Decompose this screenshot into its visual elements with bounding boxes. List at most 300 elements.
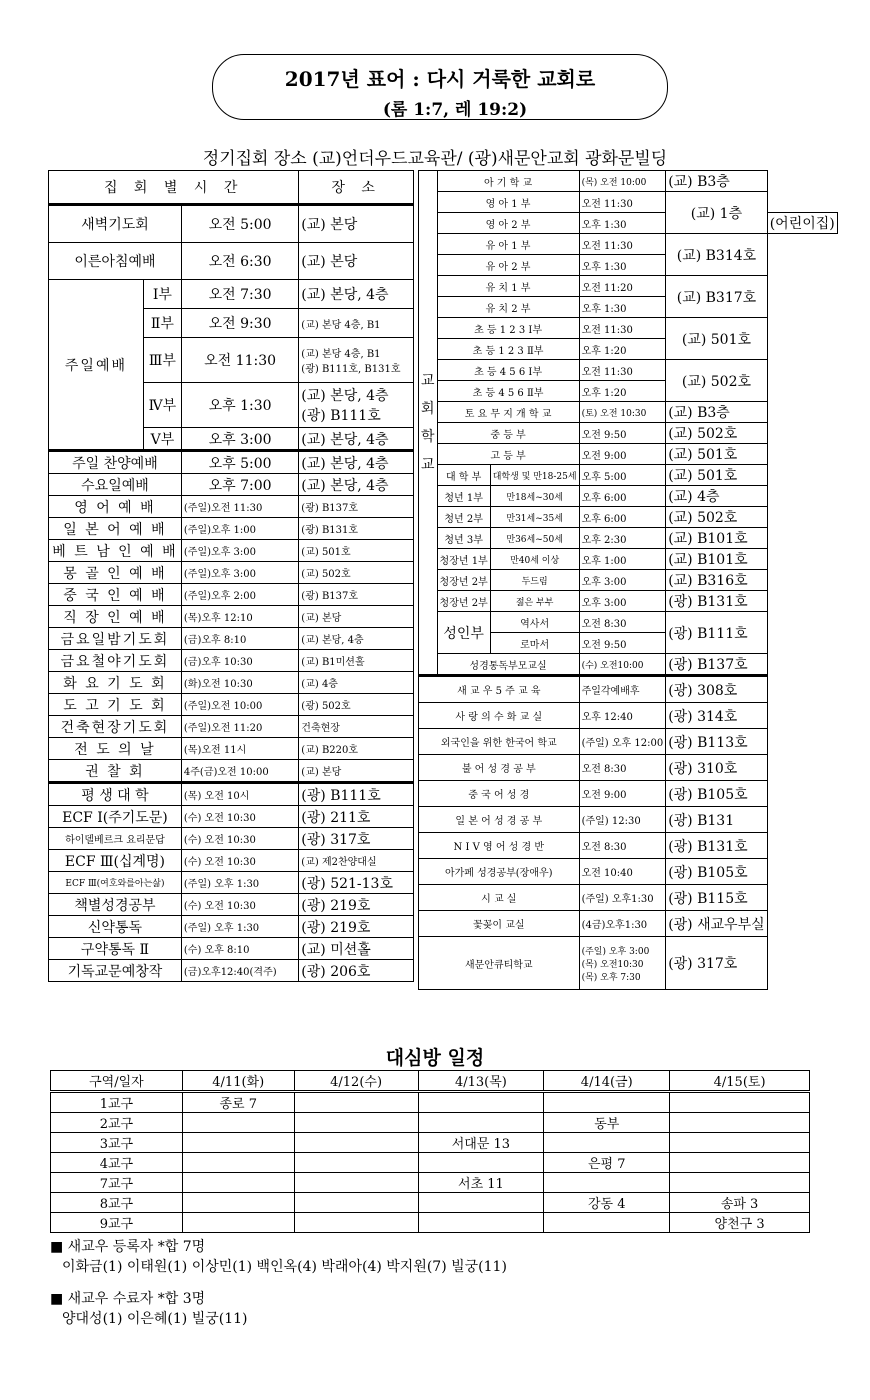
schedule-cell [294, 1092, 418, 1113]
schedule-cell [544, 1173, 670, 1193]
place-cell: (광) 317호 [666, 937, 768, 990]
time-cell: 오전 9:00 [579, 781, 666, 807]
table-row [419, 423, 838, 444]
table-row [419, 729, 838, 755]
district-cell: 4교구 [51, 1153, 183, 1173]
time-cell: (목) 오전 10:00 [579, 171, 666, 192]
time-cell: 오후 1:30 [181, 383, 298, 428]
schedule-cell [294, 1153, 418, 1173]
schedule-cell [182, 1113, 294, 1133]
table-header-row [49, 171, 414, 205]
time-cell: (토) 오전 10:30 [579, 402, 666, 423]
place-cell: (교) B3층 [666, 402, 768, 423]
time-cell: 오후 2:30 [579, 528, 666, 549]
schedule-cell [294, 1193, 418, 1213]
schedule-header-cell: 구역/일자 [51, 1071, 183, 1092]
schedule-cell: 양천구 3 [670, 1213, 810, 1233]
table-row [51, 1071, 810, 1092]
place-cell [299, 383, 414, 428]
table-row [419, 911, 838, 937]
schedule-cell [182, 1193, 294, 1213]
motto-reference: (롬 1:7, 레 19:2) [382, 100, 528, 120]
name-cell: 유 치 1 부 [437, 276, 579, 297]
name-cell: 권 찰 회 [49, 760, 182, 783]
district-cell: 1교구 [51, 1092, 183, 1113]
place-cell: (교) 501호 [666, 465, 768, 486]
time-cell: (주일) 12:30 [579, 807, 666, 833]
place-cell: (교) 본당, 4층 [299, 280, 414, 309]
place-cell: (광) 219호 [299, 916, 414, 938]
name-cell: 금요철야기도회 [49, 650, 182, 672]
place-cell [299, 338, 414, 383]
schedule-header-cell: 4/15(토) [670, 1071, 810, 1092]
table-row [49, 672, 414, 694]
time-cell: 오후 1:00 [579, 549, 666, 570]
table-row [49, 716, 414, 738]
name-cell: 구약통독 Ⅱ [49, 938, 182, 960]
time-cell: (주일)오후 3:00 [181, 562, 298, 584]
place-cell: (교) 본당 [299, 205, 414, 243]
schedule-header-cell: 4/13(목) [418, 1071, 544, 1092]
name-cell: 일 본 어 예 배 [49, 518, 182, 540]
school-label-char: 교 [421, 372, 435, 389]
place-cell: (교) 4층 [299, 672, 414, 694]
table-row [419, 465, 838, 486]
table-row [419, 381, 838, 402]
schedule-cell [294, 1173, 418, 1193]
time-cell: 오전 11:30 [181, 338, 298, 383]
schedule-cell [544, 1213, 670, 1233]
time-cell: 오후 6:00 [579, 486, 666, 507]
place-cell: (교) 1층 [666, 192, 768, 234]
time-cell: (주일)오전 10:00 [181, 694, 298, 716]
place-cell: (교) 501호 [299, 540, 414, 562]
place-cell: (교) 501호 [666, 318, 768, 360]
table-row [419, 297, 838, 318]
visitation-table [50, 1070, 810, 1233]
time-cell: 오후 1:30 [579, 297, 666, 318]
table-row [419, 807, 838, 833]
name-cell: 대 학 부 [437, 465, 490, 486]
table-row [49, 496, 414, 518]
table-row [49, 628, 414, 650]
name-cell: 아가페 성경공부(장애우) [419, 859, 580, 885]
name-cell: 일 본 어 성 경 공 부 [419, 807, 580, 833]
place-cell: (광) B131호 [666, 833, 768, 859]
name-cell: 책별성경공부 [49, 894, 182, 916]
table-row [419, 703, 838, 729]
table-row [49, 760, 414, 783]
time-cell: 오전 10:40 [579, 859, 666, 885]
place-cell: (광) 502호 [299, 694, 414, 716]
schedule-cell [182, 1213, 294, 1233]
place-cell: (교) 502호 [666, 360, 768, 402]
place-cell: (광) B111호 [666, 612, 768, 654]
name-cell: 청장년 2부 [437, 570, 490, 591]
time-cell: (4금)오후1:30 [579, 911, 666, 937]
name-cell: 건축현장기도회 [49, 716, 182, 738]
sub-cell: 역사서 [490, 612, 579, 633]
time-cell: 오후 3:00 [181, 428, 298, 451]
table-row [419, 192, 838, 213]
table-row [49, 518, 414, 540]
name-cell: 초 등 1 2 3 Ⅰ부 [437, 318, 579, 339]
schedule-cell [418, 1113, 544, 1133]
time-cell: 오전 11:30 [579, 234, 666, 255]
note-heading: ■ 새교우 수료자 *합 3명 [50, 1291, 206, 1307]
time-cell: (주일)오후 3:00 [181, 540, 298, 562]
time-line: (주일) 오후 3:00 [581, 946, 650, 957]
table-row [419, 213, 838, 234]
time-cell: 오후 1:30 [579, 255, 666, 276]
time-cell: 오후 5:00 [579, 465, 666, 486]
name-cell: ECF Ⅲ(십계명) [49, 850, 182, 872]
place-line: (교) 본당 4층, B1 [301, 349, 381, 360]
time-cell: 오전 11:20 [579, 276, 666, 297]
place-cell: (광) B115호 [666, 885, 768, 911]
place-cell: (광) 314호 [666, 703, 768, 729]
time-cell: (금)오후 8:10 [181, 628, 298, 650]
schedule-header-cell: 4/11(화) [182, 1071, 294, 1092]
place-cell: (광) B111호 [299, 783, 414, 806]
table-row [419, 570, 838, 591]
table-row [51, 1113, 810, 1133]
place-cell: (광) B131호 [666, 591, 768, 612]
visitation-title: 대심방 일정 [385, 1047, 485, 1069]
name-cell: 유 치 2 부 [437, 297, 579, 318]
place-cell: (교) 본당 [299, 243, 414, 280]
place-cell: (광) B131 [666, 807, 768, 833]
name-cell: 하이델베르크 요리문답 [49, 828, 182, 850]
table-row [49, 828, 414, 850]
time-cell: 오후 1:20 [579, 339, 666, 360]
place-cell: (광) 308호 [666, 676, 768, 703]
name-cell: ECF Ⅲ(여호와를아는삶) [49, 872, 182, 894]
table-row [49, 938, 414, 960]
table-row [51, 1173, 810, 1193]
place-cell: (광) 206호 [299, 960, 414, 982]
table-row [419, 444, 838, 465]
time-cell: 오전 6:30 [181, 243, 298, 280]
table-row [51, 1153, 810, 1173]
table-row [419, 549, 838, 570]
table-row [419, 318, 838, 339]
name-cell: 중 국 인 예 배 [49, 584, 182, 606]
name-cell: 새 교 우 5 주 교 육 [419, 676, 580, 703]
time-cell: 주일각예배후 [579, 676, 666, 703]
table-row [419, 676, 838, 703]
place-cell: (교) 본당 [299, 760, 414, 783]
schedule-cell [544, 1092, 670, 1113]
name-cell: 전 도 의 날 [49, 738, 182, 760]
schedule-cell [670, 1173, 810, 1193]
schedule-cell [670, 1153, 810, 1173]
place-cell: (교) 501호 [666, 444, 768, 465]
time-cell: (주일) 오후 1:30 [181, 916, 298, 938]
name-cell: 몽 골 인 예 배 [49, 562, 182, 584]
name-cell: 새벽기도회 [49, 205, 182, 243]
place-cell: (교) 본당, 4층 [299, 428, 414, 451]
place-cell: (교) 본당, 4층 [299, 451, 414, 474]
place-line: (광) B111호, B131호 [301, 364, 401, 375]
part-cell: Ⅱ부 [143, 309, 181, 338]
name-cell: 기독교문예창작 [49, 960, 182, 982]
schedule-header-cell: 4/12(수) [294, 1071, 418, 1092]
motto-box [212, 54, 668, 120]
name-cell: 시 교 실 [419, 885, 580, 911]
time-cell: (화)오전 10:30 [181, 672, 298, 694]
table-row [419, 612, 838, 633]
name-cell: 청장년 1부 [437, 549, 490, 570]
name-cell: 사 랑 의 수 화 교 실 [419, 703, 580, 729]
time-cell: 오후 1:30 [579, 213, 666, 234]
name-cell: 불 어 성 경 공 부 [419, 755, 580, 781]
schedule-cell [294, 1133, 418, 1153]
location-note: 정기집회 장소 (교)언더우드교육관/ (광)새문안교회 광화문빌딩 [202, 149, 668, 169]
table-row [419, 937, 838, 990]
place-cell: (광) 211호 [299, 806, 414, 828]
time-cell: 오후 1:20 [579, 381, 666, 402]
name-cell: 성경통독부모교실 [437, 654, 579, 676]
name-cell: 이른아침예배 [49, 243, 182, 280]
time-cell: (주일) 오후 12:00 [579, 729, 666, 755]
time-cell: (수) 오전10:00 [579, 654, 666, 676]
place-cell: (교) B101호 [666, 549, 768, 570]
name-cell: 청년 1부 [437, 486, 490, 507]
table-row [49, 650, 414, 672]
time-cell: (금)오후 10:30 [181, 650, 298, 672]
name-cell: 중 등 부 [437, 423, 579, 444]
place-cell: (교) 502호 [666, 423, 768, 444]
name-cell: 초 등 4 5 6 Ⅰ부 [437, 360, 579, 381]
note-heading: ■ 새교우 등록자 *합 7명 [50, 1239, 206, 1255]
time-cell [579, 937, 666, 990]
name-cell: 영 아 2 부 [437, 213, 579, 234]
table-row [51, 1092, 810, 1113]
time-cell: 오후 6:00 [579, 507, 666, 528]
sub-cell: 만31세~35세 [490, 507, 579, 528]
part-cell: Ⅰ부 [143, 280, 181, 309]
schedule-cell [294, 1213, 418, 1233]
place-cell: (광) B137호 [299, 584, 414, 606]
note-body: 이화금(1) 이태원(1) 이상민(1) 백인옥(4) 박래아(4) 박지원(7) 빌궁(11) [62, 1259, 507, 1275]
table-row [419, 171, 838, 192]
name-cell: 아 기 학 교 [437, 171, 579, 192]
table-row [419, 859, 838, 885]
sub-cell: 젊은 부부 [490, 591, 579, 612]
sub-cell: 대학생 및 만18-25세 [490, 465, 579, 486]
place-cell: (교) B220호 [299, 738, 414, 760]
table-row [51, 1213, 810, 1233]
schedule-cell [670, 1092, 810, 1113]
table-row [49, 451, 414, 474]
time-cell: 오전 8:30 [579, 612, 666, 633]
place-cell: (광) 219호 [299, 894, 414, 916]
name-cell: 주일 찬양예배 [49, 451, 182, 474]
time-cell: (수) 오전 10:30 [181, 894, 298, 916]
name-cell: ECF Ⅰ(주기도문) [49, 806, 182, 828]
table-row [419, 486, 838, 507]
table-row [49, 280, 414, 309]
time-cell: (주일)오전 11:30 [181, 496, 298, 518]
time-line: (목) 오후 7:30 [581, 972, 641, 983]
name-cell: N I V 영 어 성 경 반 [419, 833, 580, 859]
place-cell: (광) 317호 [299, 828, 414, 850]
worship-schedule-table [48, 170, 414, 982]
sunday-label: 주일예배 [49, 280, 144, 451]
schedule-cell: 동부 [544, 1113, 670, 1133]
table-row [49, 562, 414, 584]
table-row [419, 755, 838, 781]
schedule-cell: 송파 3 [670, 1193, 810, 1213]
district-cell: 8교구 [51, 1193, 183, 1213]
table-row [419, 591, 838, 612]
name-cell: 청년 3부 [437, 528, 490, 549]
schedule-cell [182, 1173, 294, 1193]
table-row [49, 606, 414, 628]
time-cell: (주일)오후 1:00 [181, 518, 298, 540]
table-row [419, 276, 838, 297]
table-row [419, 234, 838, 255]
time-cell: 4주(금)오전 10:00 [181, 760, 298, 783]
part-cell: Ⅴ부 [143, 428, 181, 451]
schedule-cell: 은평 7 [544, 1153, 670, 1173]
school-label-char: 학 [421, 428, 435, 445]
time-cell: 오전 8:30 [579, 755, 666, 781]
place-cell: (교) B317호 [666, 276, 768, 318]
place-cell: (교) 본당, 4층 [299, 474, 414, 496]
district-cell: 2교구 [51, 1113, 183, 1133]
place-cell: 건축현장 [299, 716, 414, 738]
place-cell: (교) 502호 [299, 562, 414, 584]
place-cell: (교) 502호 [666, 507, 768, 528]
place-cell: (교) 본당 4층, B1 [299, 309, 414, 338]
table-row [49, 894, 414, 916]
time-cell: (주일) 오후1:30 [579, 885, 666, 911]
place-cell: (광) B137호 [666, 654, 768, 676]
sub-cell: 두드림 [490, 570, 579, 591]
table-row [419, 507, 838, 528]
schedule-cell: 서대문 13 [418, 1133, 544, 1153]
place-line: (광) B111호 [301, 408, 381, 424]
time-cell: 오전 7:30 [181, 280, 298, 309]
schedule-cell [418, 1092, 544, 1113]
table-row [49, 694, 414, 716]
table-row [49, 243, 414, 280]
schedule-header-cell: 4/14(금) [544, 1071, 670, 1092]
time-cell: (수) 오후 8:10 [181, 938, 298, 960]
time-cell: 오전 9:50 [579, 633, 666, 654]
place-cell: (교) B101호 [666, 528, 768, 549]
name-cell: 고 등 부 [437, 444, 579, 465]
table-row [49, 584, 414, 606]
table-row [419, 402, 838, 423]
schedule-cell [182, 1153, 294, 1173]
table-row [49, 540, 414, 562]
name-cell: 영 어 예 배 [49, 496, 182, 518]
table-row [419, 255, 838, 276]
schedule-cell [670, 1113, 810, 1133]
time-cell: (목) 오전 10시 [181, 783, 298, 806]
time-cell: 오후 7:00 [181, 474, 298, 496]
place-cell: (광) B137호 [299, 496, 414, 518]
time-cell: (주일)오전 11:20 [181, 716, 298, 738]
time-cell: (수) 오전 10:30 [181, 806, 298, 828]
name-cell: 청장년 2부 [437, 591, 490, 612]
schedule-cell [418, 1153, 544, 1173]
time-cell: 오후 3:00 [579, 570, 666, 591]
time-cell: (금)오후12:40(격주) [181, 960, 298, 982]
note-body: 양대성(1) 이은혜(1) 빌궁(11) [62, 1311, 248, 1327]
time-cell: (목)오후 12:10 [181, 606, 298, 628]
sub-cell: 로마서 [490, 633, 579, 654]
time-cell: 오전 9:50 [579, 423, 666, 444]
time-cell: 오전 9:00 [579, 444, 666, 465]
place-line: (교) 본당, 4층 [301, 388, 389, 404]
district-cell: 7교구 [51, 1173, 183, 1193]
name-cell: 외국인을 위한 한국어 학교 [419, 729, 580, 755]
schedule-cell [418, 1213, 544, 1233]
sub-cell: 만18세~30세 [490, 486, 579, 507]
name-cell: 영 아 1 부 [437, 192, 579, 213]
name-cell: 금요일밤기도회 [49, 628, 182, 650]
name-cell: 청년 2부 [437, 507, 490, 528]
schedule-cell [670, 1133, 810, 1153]
part-cell: Ⅳ부 [143, 383, 181, 428]
place-cell: (광) B131호 [299, 518, 414, 540]
table-row [49, 738, 414, 760]
name-cell: 직 장 인 예 배 [49, 606, 182, 628]
header-cell: 장 소 [299, 171, 414, 205]
table-row [419, 360, 838, 381]
time-cell: 오후 5:00 [181, 451, 298, 474]
place-cell: (교) 본당, 4층 [299, 628, 414, 650]
schedule-cell [182, 1133, 294, 1153]
table-row [49, 783, 414, 806]
sub-cell: 만40세 이상 [490, 549, 579, 570]
place-cell: (교) B3층 [666, 171, 768, 192]
name-cell: 평 생 대 학 [49, 783, 182, 806]
time-cell: (주일)오후 2:00 [181, 584, 298, 606]
schedule-cell [544, 1133, 670, 1153]
table-row [49, 872, 414, 894]
district-cell: 9교구 [51, 1213, 183, 1233]
sub-cell: 만36세~50세 [490, 528, 579, 549]
adult-label: 성인부 [437, 612, 490, 654]
name-cell: 화 요 기 도 회 [49, 672, 182, 694]
table-row [419, 781, 838, 807]
name-cell: 수요일예배 [49, 474, 182, 496]
table-row [51, 1133, 810, 1153]
name-cell: 유 아 1 부 [437, 234, 579, 255]
school-schedule-table [418, 170, 838, 990]
place-cell: (광) 310호 [666, 755, 768, 781]
table-row [49, 806, 414, 828]
place-cell: (교) B316호 [666, 570, 768, 591]
place-cell: (어린이집) [767, 213, 837, 234]
time-cell: 오전 11:30 [579, 360, 666, 381]
time-cell: (수) 오전 10:30 [181, 850, 298, 872]
place-cell: (교) B1미션홀 [299, 650, 414, 672]
name-cell: 신약통독 [49, 916, 182, 938]
place-cell: (광) 새교우부실 [666, 911, 768, 937]
table-row [49, 205, 414, 243]
table-row [49, 916, 414, 938]
school-label [419, 171, 438, 676]
time-cell: 오전 8:30 [579, 833, 666, 859]
table-row [49, 850, 414, 872]
time-cell: (주일) 오후 1:30 [181, 872, 298, 894]
